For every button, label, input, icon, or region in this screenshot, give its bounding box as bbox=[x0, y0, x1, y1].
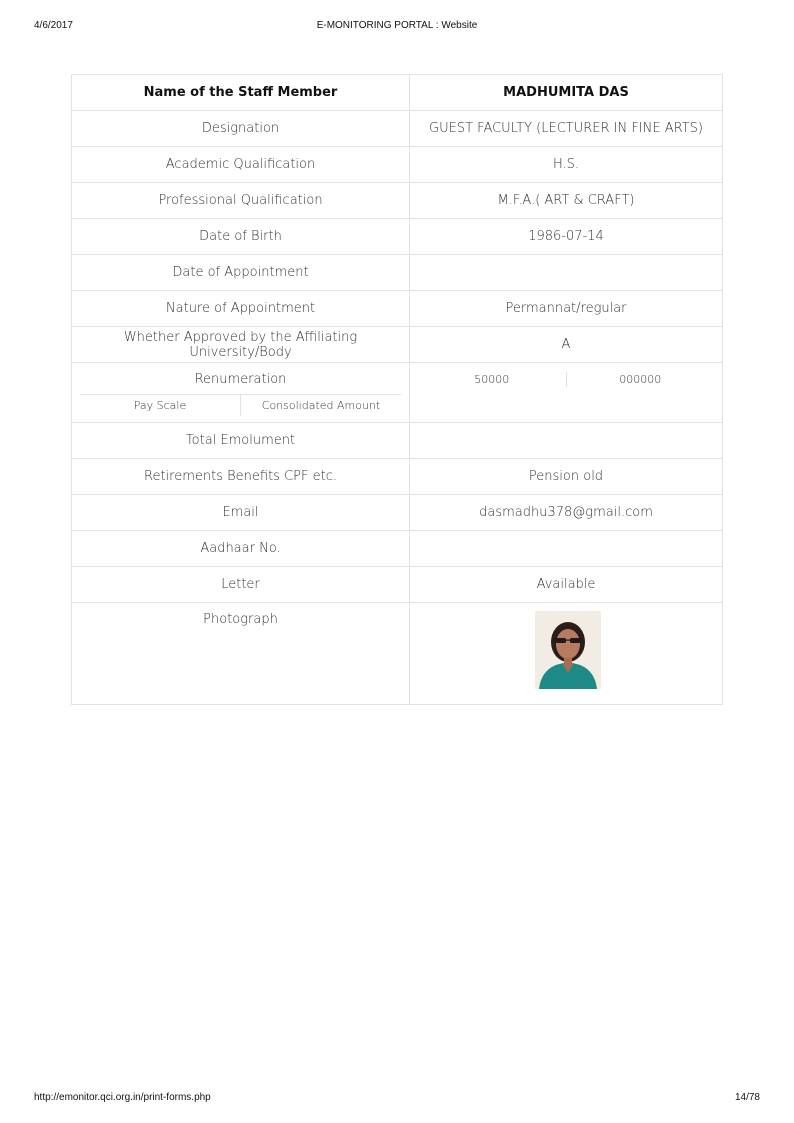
aadhaar-value bbox=[410, 531, 723, 567]
total-emolument-value bbox=[410, 423, 723, 459]
consolidated-amount-value: 000000 bbox=[566, 372, 715, 387]
date-of-birth-label: Date of Birth bbox=[72, 219, 410, 255]
date-of-appointment-value bbox=[410, 255, 723, 291]
nature-of-appointment-label: Nature of Appointment bbox=[72, 291, 410, 327]
designation-label: Designation bbox=[72, 111, 410, 147]
photograph-cell bbox=[410, 603, 723, 705]
nature-of-appointment-value: Permannat/regular bbox=[410, 291, 723, 327]
name-value: MADHUMITA DAS bbox=[410, 75, 723, 111]
date-of-appointment-label: Date of Appointment bbox=[72, 255, 410, 291]
table-row bbox=[72, 183, 723, 219]
table-row bbox=[72, 603, 723, 705]
email-label: Email bbox=[72, 495, 410, 531]
page-title: E-MONITORING PORTAL : Website bbox=[316, 20, 478, 31]
table-row bbox=[72, 567, 723, 603]
table-row bbox=[72, 327, 723, 363]
renumeration-values bbox=[418, 372, 714, 387]
approval-value: A bbox=[410, 327, 723, 363]
approval-label: Whether Approved by the Affiliating University/Body bbox=[72, 327, 410, 363]
professional-qualification-label: Professional Qualification bbox=[72, 183, 410, 219]
table-row bbox=[72, 363, 723, 423]
table-row bbox=[72, 531, 723, 567]
table-row bbox=[72, 495, 723, 531]
letter-label: Letter bbox=[72, 567, 410, 603]
person-photo-icon bbox=[535, 611, 601, 689]
consolidated-amount-label: Consolidated Amount bbox=[240, 395, 401, 416]
academic-qualification-value: H.S. bbox=[410, 147, 723, 183]
renumeration-cell bbox=[72, 363, 410, 423]
academic-qualification-label: Academic Qualification bbox=[72, 147, 410, 183]
renumeration-values-cell bbox=[410, 363, 723, 423]
table-row bbox=[72, 423, 723, 459]
professional-qualification-value: M.F.A.( ART & CRAFT) bbox=[410, 183, 723, 219]
renumeration-label: Renumeration bbox=[194, 372, 287, 387]
designation-value: GUEST FACULTY (LECTURER IN FINE ARTS) bbox=[410, 111, 723, 147]
photograph-label: Photograph bbox=[203, 612, 278, 627]
retirement-benefits-value: Pension old bbox=[410, 459, 723, 495]
table-row bbox=[72, 147, 723, 183]
table-row bbox=[72, 219, 723, 255]
pay-scale-value: 50000 bbox=[474, 373, 510, 386]
total-emolument-label: Total Emolument bbox=[72, 423, 410, 459]
retirement-benefits-label: Retirements Benefits CPF etc. bbox=[72, 459, 410, 495]
table-row bbox=[72, 111, 723, 147]
staff-photo bbox=[535, 611, 601, 689]
staff-details-table bbox=[71, 74, 723, 705]
table-row bbox=[72, 75, 723, 111]
print-date: 4/6/2017 bbox=[34, 20, 73, 31]
renumeration-subheaders bbox=[80, 394, 401, 416]
page-number: 14/78 bbox=[734, 1092, 760, 1103]
letter-value: Available bbox=[410, 567, 723, 603]
table-row bbox=[72, 291, 723, 327]
table-row bbox=[72, 459, 723, 495]
table-row bbox=[72, 255, 723, 291]
aadhaar-label: Aadhaar No. bbox=[72, 531, 410, 567]
name-label: Name of the Staff Member bbox=[72, 75, 410, 111]
pay-scale-label: Pay Scale bbox=[133, 399, 187, 412]
page-url: http://emonitor.qci.org.in/print-forms.php bbox=[34, 1092, 211, 1103]
date-of-birth-value: 1986-07-14 bbox=[410, 219, 723, 255]
photograph-label-cell bbox=[72, 603, 410, 705]
email-value: dasmadhu378@gmail.com bbox=[410, 495, 723, 531]
